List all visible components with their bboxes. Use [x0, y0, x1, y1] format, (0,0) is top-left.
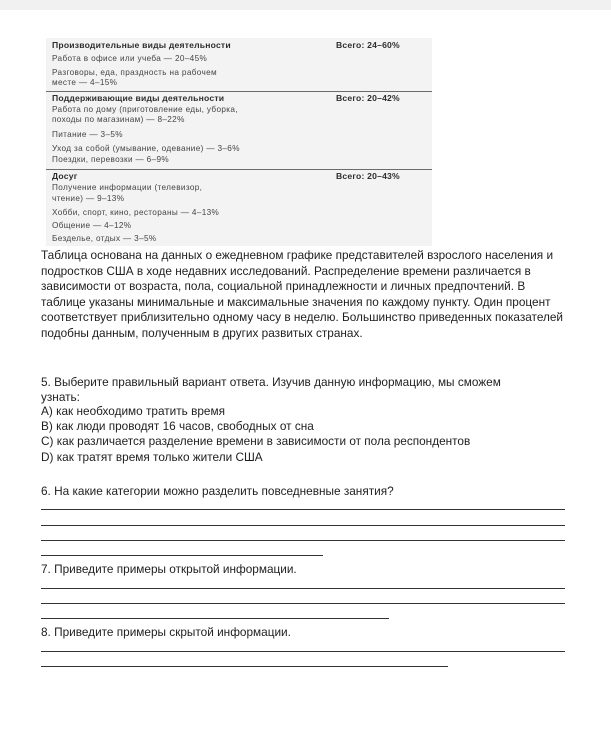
option-d[interactable]: D) как тратят время только жители США: [41, 450, 263, 464]
section-heading: Поддерживающие виды деятельности: [52, 93, 225, 103]
answer-line[interactable]: [41, 588, 565, 589]
answer-line[interactable]: [41, 651, 565, 652]
answer-line[interactable]: [41, 666, 448, 667]
answer-line[interactable]: [41, 603, 565, 604]
question-7-text: 7. Приведите примеры открытой информации.: [41, 562, 297, 576]
option-a[interactable]: A) как необходимо тратить время: [41, 404, 225, 418]
answer-line[interactable]: [41, 509, 565, 510]
table-item: Питание — 3–5%: [52, 130, 123, 139]
option-b[interactable]: B) как люди проводят 16 часов, свободных от сна: [41, 419, 314, 433]
answer-line[interactable]: [41, 540, 565, 541]
table-item: Хобби, спорт, кино, рестораны — 4–13%: [52, 208, 220, 217]
question-6-text: 6. На какие категории можно разделить повседневные занятия?: [41, 484, 394, 498]
description-paragraph: Таблица основана на данных о ежедневном графике представителей взрослого населения и подростков США в ходе недавних исследований. Распределение времени различается в зависимости от возраста, пола, социальной принадлежности и личных предпочтений. В таблице указаны минимальные и максимальные значения по каждому пункту. Один процент соответствует приблизительно одному часу в неделю. Большинство приведенных показателей подобны данным, полученным в других развитых странах.: [41, 248, 564, 340]
top-strip: [0, 0, 611, 10]
table-divider: [46, 91, 432, 92]
answer-line[interactable]: [41, 618, 389, 619]
table-item: походы по магазинам) — 8–22%: [52, 115, 185, 124]
activity-table: [46, 38, 432, 246]
section-total: Всего: 24–60%: [336, 40, 400, 50]
table-item: Работа в офисе или учеба — 20–45%: [52, 54, 208, 63]
table-item: Поездки, перевозки — 6–9%: [52, 155, 170, 164]
table-divider: [46, 169, 432, 170]
section-heading: Производительные виды деятельности: [52, 40, 231, 50]
table-item: месте — 4–15%: [52, 78, 118, 87]
section-total: Всего: 20–42%: [336, 93, 400, 103]
question-5-text-cont: узнать:: [41, 390, 80, 404]
question-5-text: 5. Выберите правильный вариант ответа. Изучив данную информацию, мы сможем: [41, 375, 501, 389]
answer-line[interactable]: [41, 525, 565, 526]
table-item: Разговоры, еда, праздность на рабочем: [52, 68, 217, 77]
section-total: Всего: 20–43%: [336, 171, 400, 181]
question-8-text: 8. Приведите примеры скрытой информации.: [41, 625, 291, 639]
table-item: Работа по дому (приготовление еды, уборка,: [52, 105, 238, 114]
answer-line[interactable]: [41, 555, 323, 556]
table-item: Безделье, отдых — 3–5%: [52, 234, 157, 243]
table-item: Общение — 4–12%: [52, 221, 132, 230]
table-item: чтение) — 9–13%: [52, 194, 125, 203]
section-heading: Досуг: [52, 171, 78, 181]
option-c[interactable]: C) как различается разделение времени в зависимости от пола респондентов: [41, 434, 471, 448]
table-item: Уход за собой (умывание, одевание) — 3–6%: [52, 144, 240, 153]
table-item: Получение информации (телевизор,: [52, 183, 203, 192]
